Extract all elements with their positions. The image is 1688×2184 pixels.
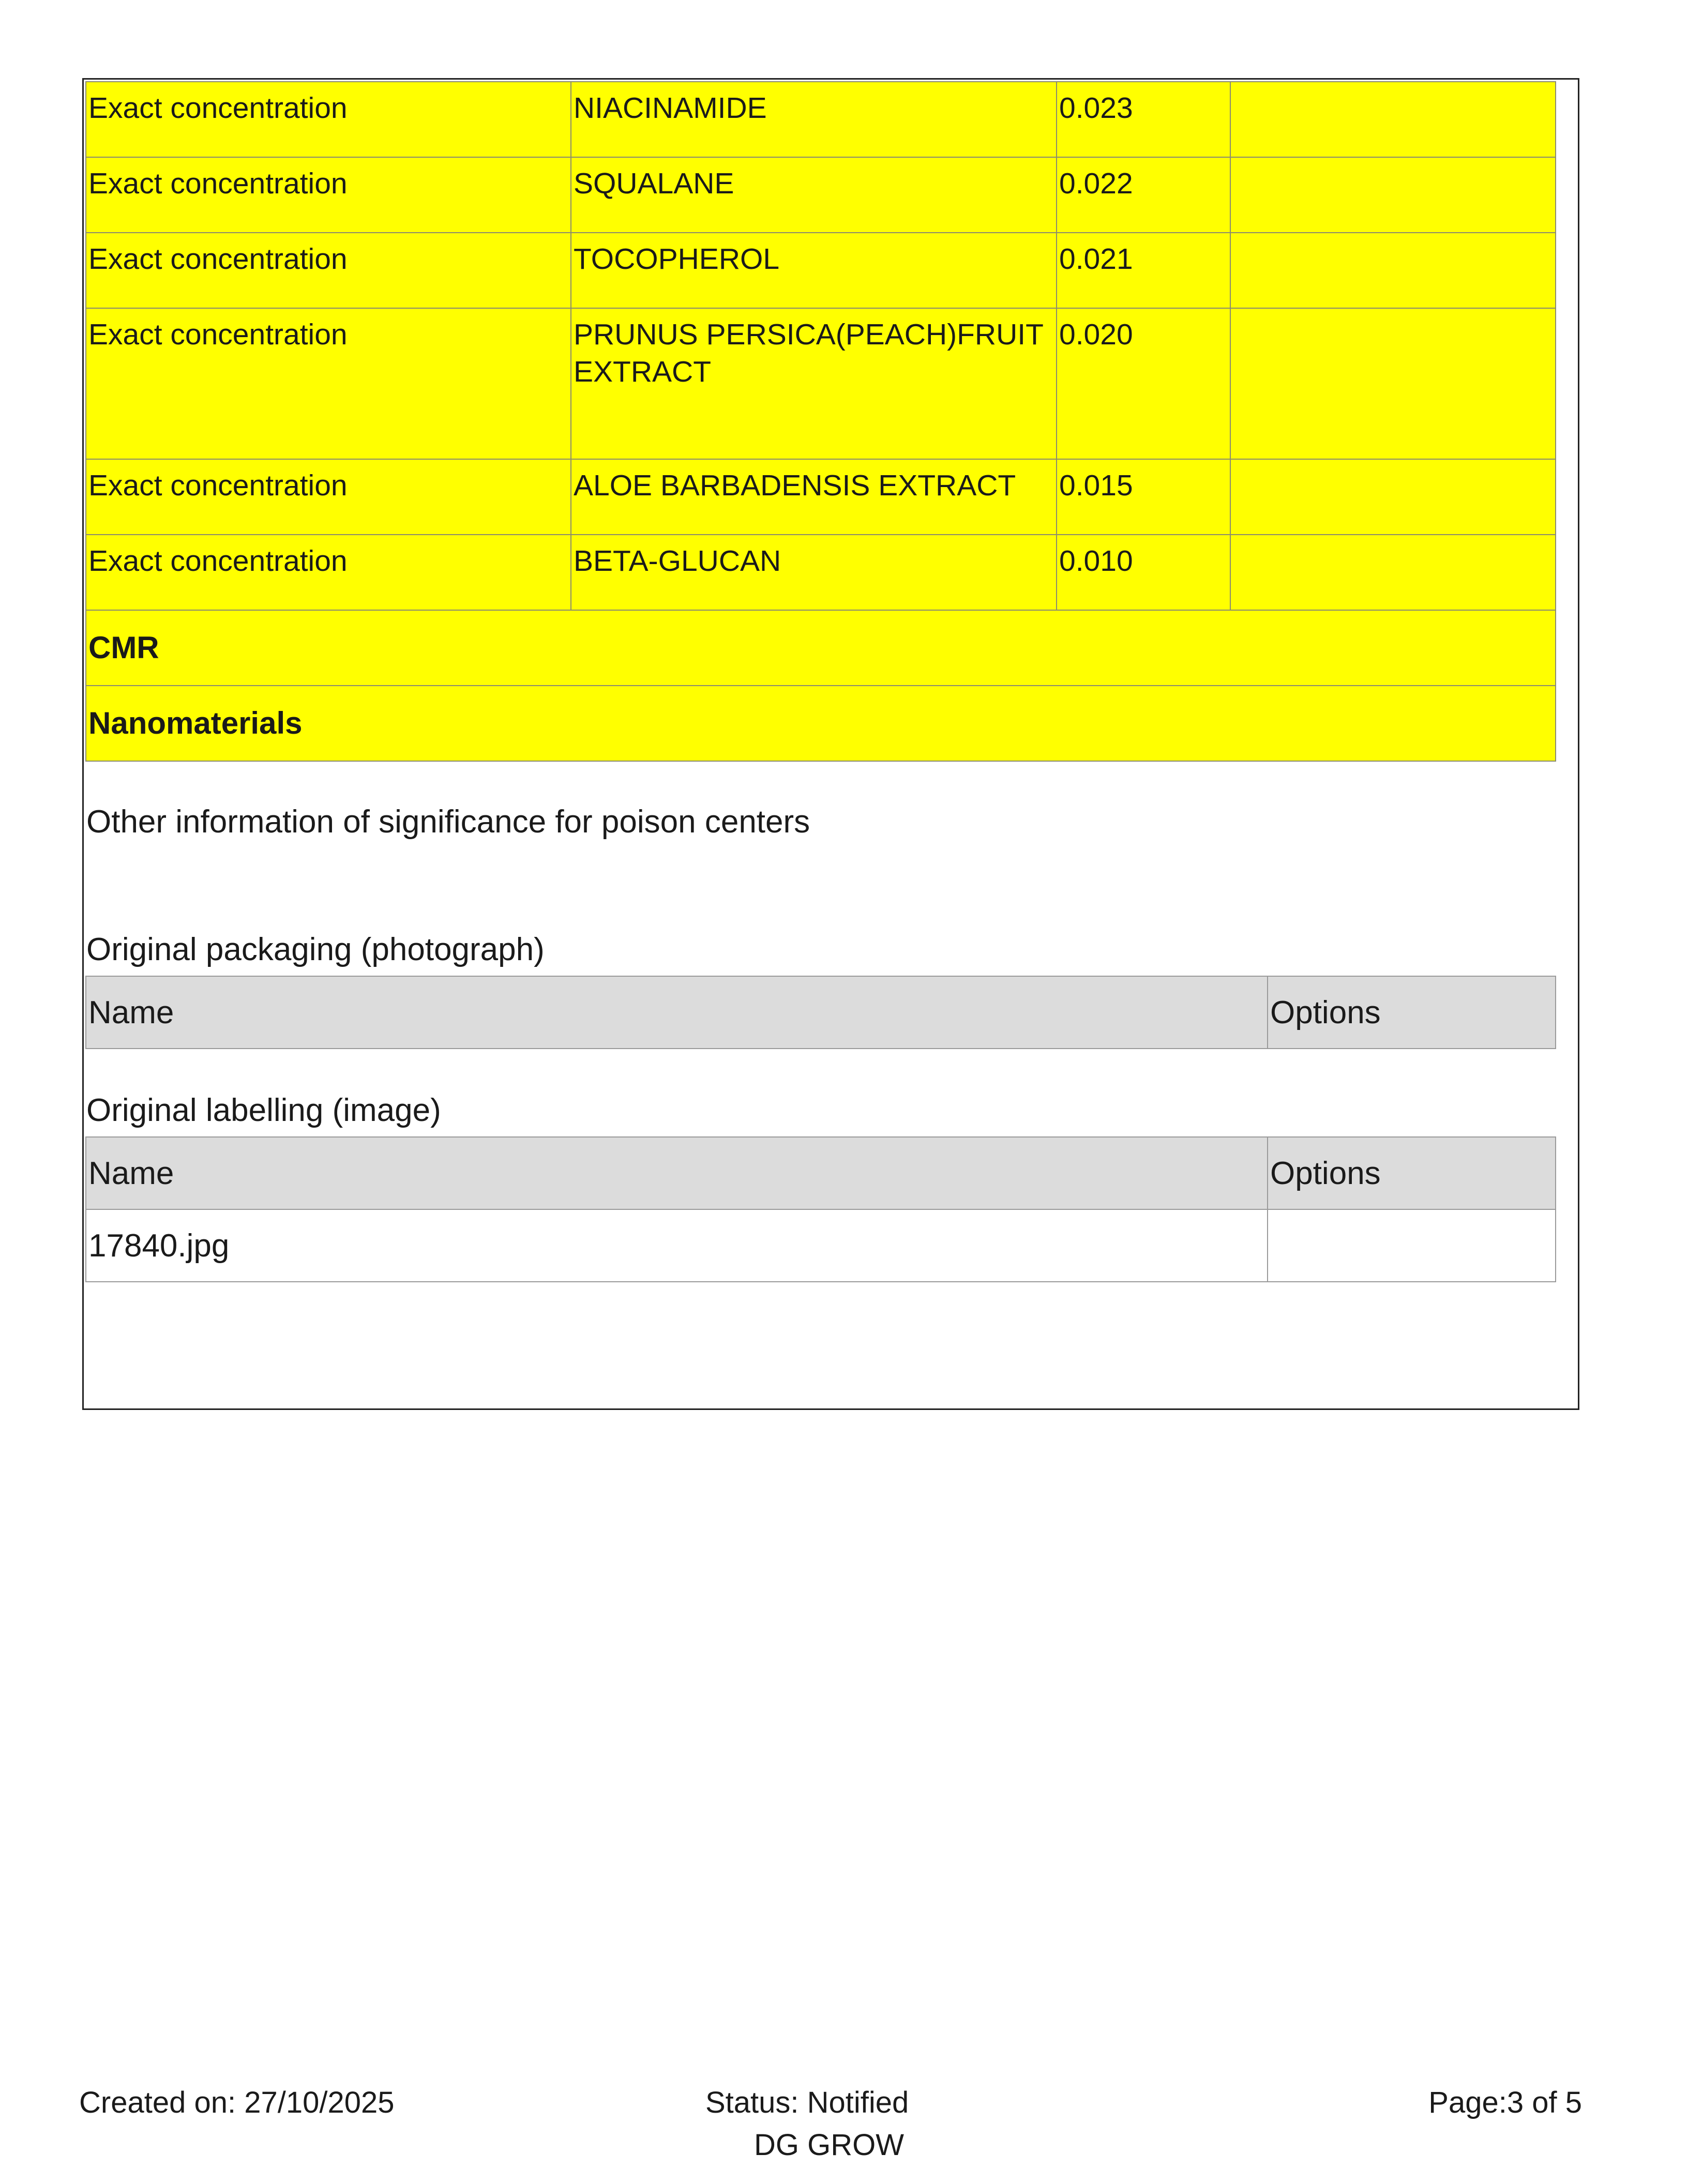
poison-centers-heading: Other information of significance for poison centers [86,804,810,840]
concentration-value: 0.020 [1057,308,1230,459]
page-of: of [1532,2086,1557,2119]
column-header-name: Name [86,1137,1268,1209]
concentration-value: 0.022 [1057,157,1230,233]
file-name-link[interactable]: 17840.jpg [86,1209,1268,1282]
ingredient-row [86,82,1556,157]
ingredient-name: NIACINAMIDE [571,82,1057,157]
ingredient-name: PRUNUS PERSICA(PEACH)FRUIT EXTRACT [571,308,1057,459]
column-header-options: Options [1268,976,1556,1049]
page-total: 5 [1565,2086,1582,2119]
packaging-header-row [86,976,1556,1049]
empty-cell [1230,308,1556,459]
page-label: Page: [1428,2086,1507,2119]
ingredient-row [86,308,1556,459]
concentration-value: 0.010 [1057,535,1230,610]
organization: DG GROW [754,2128,904,2162]
concentration-type: Exact concentration [86,233,571,308]
table-row [86,1209,1556,1282]
concentration-value: 0.015 [1057,459,1230,535]
concentration-type: Exact concentration [86,308,571,459]
empty-cell [1230,233,1556,308]
empty-cell [1230,157,1556,233]
ingredient-row [86,535,1556,610]
packaging-table [85,976,1556,1049]
concentration-type: Exact concentration [86,535,571,610]
labelling-table [85,1136,1556,1282]
document-frame [82,78,1579,1410]
packaging-heading: Original packaging (photograph) [86,932,545,967]
ingredient-row [86,233,1556,308]
page-number [1428,2085,1582,2121]
labelling-header-row [86,1137,1556,1209]
file-options-cell [1268,1209,1556,1282]
ingredient-name: TOCOPHEROL [571,233,1057,308]
ingredient-row [86,157,1556,233]
ingredient-name: BETA-GLUCAN [571,535,1057,610]
column-header-name: Name [86,976,1268,1049]
section-heading-nanomaterials: Nanomaterials [86,686,1556,761]
concentration-value: 0.023 [1057,82,1230,157]
concentration-type: Exact concentration [86,157,571,233]
section-row-nanomaterials [86,686,1556,761]
section-heading-cmr: CMR [86,610,1556,686]
empty-cell [1230,82,1556,157]
ingredient-name: ALOE BARBADENSIS EXTRACT [571,459,1057,535]
labelling-heading: Original labelling (image) [86,1093,441,1128]
ingredients-table [85,81,1556,762]
concentration-type: Exact concentration [86,459,571,535]
section-row-cmr [86,610,1556,686]
ingredient-row [86,459,1556,535]
status-text: Status: Notified [705,2086,909,2119]
concentration-value: 0.021 [1057,233,1230,308]
empty-cell [1230,459,1556,535]
created-on: Created on: 27/10/2025 [79,2086,395,2119]
ingredient-name: SQUALANE [571,157,1057,233]
empty-cell [1230,535,1556,610]
concentration-type: Exact concentration [86,82,571,157]
column-header-options: Options [1268,1137,1556,1209]
page-current: 3 [1506,2086,1524,2119]
